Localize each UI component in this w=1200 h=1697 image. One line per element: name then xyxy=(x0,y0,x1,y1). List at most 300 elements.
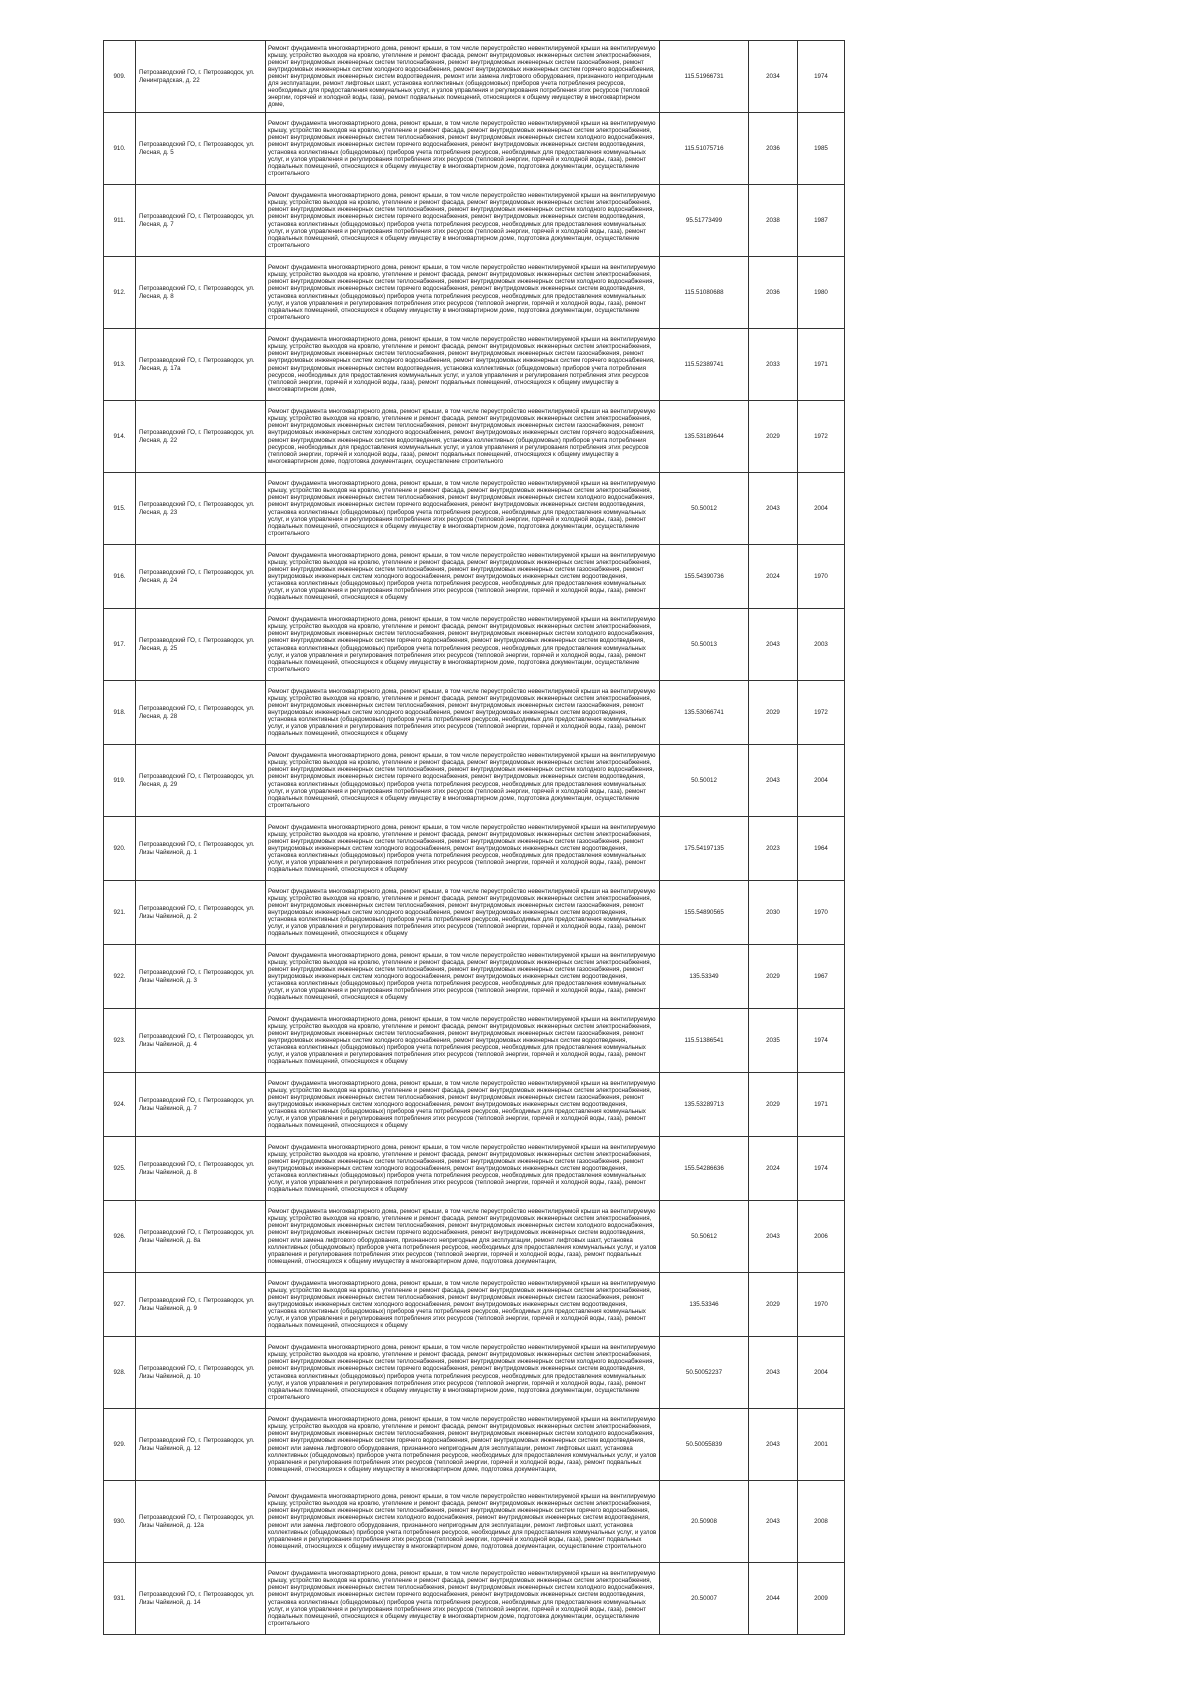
repair-year-cell xyxy=(749,1009,798,1073)
table-row xyxy=(104,609,845,681)
cost-cell-text: 115.51075716 xyxy=(684,144,724,152)
build-year-cell-text: 1987 xyxy=(814,216,828,224)
row-number-cell-text: 915. xyxy=(113,504,126,512)
row-number-cell-text: 917. xyxy=(113,640,126,648)
repair-year-cell-text: 2043 xyxy=(766,504,780,512)
row-number-cell-text: 912. xyxy=(113,288,126,296)
cost-cell xyxy=(660,609,749,681)
address-cell-text: Петрозаводский ГО, г. Петрозаводск, ул. Лизы Чайкиной, д. 8 xyxy=(139,1161,255,1176)
table-row xyxy=(104,1073,845,1137)
works-cell xyxy=(266,817,660,881)
works-cell-text: Ремонт фундамента многоквартирного дома, ремонт крыши, в том числе переустройство невентилируемой крыши на вентилируемую крышу, устройство выходов на кровлю, утепление и ремонт фасада, ремонт внутридомовых инженерных систем электроснабжения, ремонт внутридомовых инженерных систем теплоснабжения, ремонт внутридомовых инженерных систем газоснабжения, ремонт внутридомовых инженерных систем холодного водоснабжения, ремонт внутридомовых инженерных систем водоотведения, установка коллективных (общедомовых) приборов учета потребления ресурсов, необходимых для предоставления коммунальных услуг, и узлов управления и регулирования потребления этих ресурсов (тепловой энергии, горячей и холодной воды, газа), ремонт подвальных помещений, относящихся к общему xyxy=(268,823,656,874)
address-cell-text: Петрозаводский ГО, г. Петрозаводск, ул. Лесная, д. 25 xyxy=(139,637,255,652)
table-row xyxy=(104,185,845,257)
row-number-cell-text: 919. xyxy=(113,776,126,784)
address-cell xyxy=(136,257,266,329)
build-year-cell xyxy=(798,1273,845,1337)
repair-year-cell xyxy=(749,1409,798,1481)
works-cell xyxy=(266,401,660,473)
address-cell xyxy=(136,1273,266,1337)
repair-year-cell-text: 2043 xyxy=(766,1440,780,1448)
repair-year-cell xyxy=(749,257,798,329)
cost-cell-text: 135.53066741 xyxy=(684,708,724,716)
build-year-cell xyxy=(798,113,845,185)
build-year-cell xyxy=(798,545,845,609)
row-number-cell-text: 928. xyxy=(113,1368,126,1376)
repair-year-cell xyxy=(749,113,798,185)
row-number-cell-text: 916. xyxy=(113,572,126,580)
table-row xyxy=(104,745,845,817)
address-cell-text: Петрозаводский ГО, г. Петрозаводск, ул. Лесная, д. 28 xyxy=(139,705,255,720)
address-cell xyxy=(136,1409,266,1481)
build-year-cell xyxy=(798,1409,845,1481)
works-cell xyxy=(266,257,660,329)
cost-cell-text: 115.51966731 xyxy=(684,72,724,80)
cost-cell xyxy=(660,1481,749,1563)
row-number-cell-text: 927. xyxy=(113,1300,126,1308)
repair-year-cell-text: 2036 xyxy=(766,144,780,152)
repair-year-cell xyxy=(749,745,798,817)
cost-cell xyxy=(660,545,749,609)
address-cell xyxy=(136,545,266,609)
build-year-cell xyxy=(798,681,845,745)
build-year-cell xyxy=(798,609,845,681)
address-cell xyxy=(136,881,266,945)
repair-year-cell xyxy=(749,681,798,745)
works-cell-text: Ремонт фундамента многоквартирного дома, ремонт крыши, в том числе переустройство невентилируемой крыши на вентилируемую крышу, устройство выходов на кровлю, утепление и ремонт фасада, ремонт внутридомовых инженерных систем электроснабжения, ремонт внутридомовых инженерных систем теплоснабжения, ремонт внутридомовых инженерных систем холодного водоснабжения, ремонт внутридомовых инженерных систем горячего водоснабжения, ремонт внутридомовых инженерных систем водоотведения, установка коллективных (общедомовых) приборов учета потребления ресурсов, необходимых для предоставления коммунальных услуг, и узлов управления и регулирования потребления этих ресурсов (тепловой энергии, горячей и холодной воды, газа), ремонт подвальных помещений, относящихся к общему имуществу в многоквартирном доме, подготовка документации, осуществление строительного xyxy=(268,192,656,249)
address-cell xyxy=(136,1137,266,1201)
works-cell xyxy=(266,609,660,681)
build-year-cell-text: 1967 xyxy=(814,972,828,980)
cost-cell-text: 155.54890565 xyxy=(684,908,724,916)
repair-year-cell xyxy=(749,401,798,473)
works-cell-text: Ремонт фундамента многоквартирного дома, ремонт крыши, в том числе переустройство невентилируемой крыши на вентилируемую крышу, устройство выходов на кровлю, утепление и ремонт фасада, ремонт внутридомовых инженерных систем электроснабжения, ремонт внутридомовых инженерных систем теплоснабжения, ремонт внутридомовых инженерных систем газоснабжения, ремонт внутридомовых инженерных систем холодного водоснабжения, ремонт внутридомовых инженерных систем водоотведения, установка коллективных (общедомовых) приборов учета потребления ресурсов, необходимых для предоставления коммунальных услуг, и узлов управления и регулирования потребления этих ресурсов (тепловой энергии, горячей и холодной воды, газа), ремонт подвальных помещений, относящихся к общему xyxy=(268,687,656,738)
repair-year-cell xyxy=(749,545,798,609)
document-page xyxy=(103,40,828,1635)
address-cell-text: Петрозаводский ГО, г. Петрозаводск, ул. Лесная, д. 23 xyxy=(139,501,255,516)
build-year-cell-text: 2009 xyxy=(814,1594,828,1602)
repair-year-cell xyxy=(749,1481,798,1563)
cost-cell xyxy=(660,1337,749,1409)
cost-cell xyxy=(660,257,749,329)
build-year-cell xyxy=(798,1137,845,1201)
table-row xyxy=(104,681,845,745)
repair-year-cell xyxy=(749,185,798,257)
repair-year-cell xyxy=(749,1201,798,1273)
address-cell-text: Петрозаводский ГО, г. Петрозаводск, ул. Лизы Чайкиной, д. 9 xyxy=(139,1297,255,1312)
row-number-cell xyxy=(104,545,136,609)
row-number-cell xyxy=(104,1201,136,1273)
cost-cell xyxy=(660,113,749,185)
works-cell-text: Ремонт фундамента многоквартирного дома, ремонт крыши, в том числе переустройство невентилируемой крыши на вентилируемую крышу, устройство выходов на кровлю, утепление и ремонт фасада, ремонт внутридомовых инженерных систем электроснабжения, ремонт внутридомовых инженерных систем теплоснабжения, ремонт внутридомовых инженерных систем газоснабжения, ремонт внутридомовых инженерных систем холодного водоснабжения, ремонт внутридомовых инженерных систем горячего водоснабжения, ремонт внутридомовых инженерных систем водоотведения, ремонт или замена лифтового оборудования, признанного непригодным для эксплуатации, ремонт лифтовых шахт, установка коллективных (общедомовых) приборов учета потребления ресурсов, необходимых для предоставления коммунальных услуг, и узлов управления и регулирования потребления этих ресурсов (тепловой энергии, горячей и холодной воды, газа), ремонт подвальных помещений, относящихся к общему имуществу в многоквартирном доме, xyxy=(268,44,656,109)
cost-cell xyxy=(660,1409,749,1481)
repair-year-cell-text: 2029 xyxy=(766,1300,780,1308)
works-cell xyxy=(266,1073,660,1137)
works-cell-text: Ремонт фундамента многоквартирного дома, ремонт крыши, в том числе переустройство невентилируемой крыши на вентилируемую крышу, устройство выходов на кровлю, утепление и ремонт фасада, ремонт внутридомовых инженерных систем электроснабжения, ремонт внутридомовых инженерных систем теплоснабжения, ремонт внутридомовых инженерных систем газоснабжения, ремонт внутридомовых инженерных систем холодного водоснабжения, ремонт внутридомовых инженерных систем водоотведения, установка коллективных (общедомовых) приборов учета потребления ресурсов, необходимых для предоставления коммунальных услуг, и узлов управления и регулирования потребления этих ресурсов (тепловой энергии, горячей и холодной воды, газа), ремонт подвальных помещений, относящихся к общему xyxy=(268,1143,656,1194)
cost-cell-text: 115.51080688 xyxy=(684,288,724,296)
works-cell-text: Ремонт фундамента многоквартирного дома, ремонт крыши, в том числе переустройство невентилируемой крыши на вентилируемую крышу, устройство выходов на кровлю, утепление и ремонт фасада, ремонт внутридомовых инженерных систем электроснабжения, ремонт внутридомовых инженерных систем теплоснабжения, ремонт внутридомовых инженерных систем холодного водоснабжения, ремонт внутридомовых инженерных систем горячего водоснабжения, ремонт внутридомовых инженерных систем водоотведения, ремонт или замена лифтового оборудования, признанного непригодным для эксплуатации, ремонт лифтовых шахт, установка коллективных (общедомовых) приборов учета потребления ресурсов, необходимых для предоставления коммунальных услуг, и узлов управления и регулирования потребления этих ресурсов (тепловой энергии, горячей и холодной воды, газа), ремонт подвальных помещений, относящихся к общему имуществу в многоквартирном доме, подготовка документации, xyxy=(268,1208,657,1265)
build-year-cell xyxy=(798,1337,845,1409)
works-cell-text: Ремонт фундамента многоквартирного дома, ремонт крыши, в том числе переустройство невентилируемой крыши на вентилируемую крышу, устройство выходов на кровлю, утепление и ремонт фасада, ремонт внутридомовых инженерных систем электроснабжения, ремонт внутридомовых инженерных систем теплоснабжения, ремонт внутридомовых инженерных систем газоснабжения, ремонт внутридомовых инженерных систем холодного водоснабжения, ремонт внутридомовых инженерных систем водоотведения, установка коллективных (общедомовых) приборов учета потребления ресурсов, необходимых для предоставления коммунальных услуг, и узлов управления и регулирования потребления этих ресурсов (тепловой энергии, горячей и холодной воды, газа), ремонт подвальных помещений, относящихся к общему xyxy=(268,887,656,938)
build-year-cell xyxy=(798,1563,845,1635)
cost-cell-text: 115.52389741 xyxy=(684,360,724,368)
works-cell xyxy=(266,1481,660,1563)
repair-year-cell xyxy=(749,881,798,945)
repair-year-cell xyxy=(749,473,798,545)
repair-year-cell xyxy=(749,41,798,113)
works-cell xyxy=(266,881,660,945)
table-row xyxy=(104,1273,845,1337)
address-cell xyxy=(136,1201,266,1273)
cost-cell-text: 155.54286636 xyxy=(684,1164,724,1172)
build-year-cell xyxy=(798,1073,845,1137)
repair-year-cell xyxy=(749,945,798,1009)
build-year-cell xyxy=(798,1201,845,1273)
build-year-cell-text: 1972 xyxy=(814,708,828,716)
cost-cell-text: 50.50612 xyxy=(691,1232,717,1240)
cost-cell xyxy=(660,1273,749,1337)
build-year-cell-text: 1972 xyxy=(814,432,828,440)
repair-year-cell xyxy=(749,1137,798,1201)
address-cell-text: Петрозаводский ГО, г. Петрозаводск, ул. Лесная, д. 17а xyxy=(139,357,255,372)
cost-cell-text: 20.50007 xyxy=(691,1594,717,1602)
works-cell-text: Ремонт фундамента многоквартирного дома, ремонт крыши, в том числе переустройство невентилируемой крыши на вентилируемую крышу, устройство выходов на кровлю, утепление и ремонт фасада, ремонт внутридомовых инженерных систем электроснабжения, ремонт внутридомовых инженерных систем теплоснабжения, ремонт внутридомовых инженерных систем холодного водоснабжения, ремонт внутридомовых инженерных систем горячего водоснабжения, ремонт внутридомовых инженерных систем водоотведения, установка коллективных (общедомовых) приборов учета потребления ресурсов, необходимых для предоставления коммунальных услуг, и узлов управления и регулирования потребления этих ресурсов (тепловой энергии, горячей и холодной воды, газа), ремонт подвальных помещений, относящихся к общему имуществу в многоквартирном доме, подготовка документации, осуществление строительного xyxy=(268,616,656,673)
table-row xyxy=(104,257,845,329)
works-cell-text: Ремонт фундамента многоквартирного дома, ремонт крыши, в том числе переустройство невентилируемой крыши на вентилируемую крышу, устройство выходов на кровлю, утепление и ремонт фасада, ремонт внутридомовых инженерных систем электроснабжения, ремонт внутридомовых инженерных систем теплоснабжения, ремонт внутридомовых инженерных систем холодного водоснабжения, ремонт внутридомовых инженерных систем горячего водоснабжения, ремонт внутридомовых инженерных систем водоотведения, установка коллективных (общедомовых) приборов учета потребления ресурсов, необходимых для предоставления коммунальных услуг, и узлов управления и регулирования потребления этих ресурсов (тепловой энергии, горячей и холодной воды, газа), ремонт подвальных помещений, относящихся к общему имуществу в многоквартирном доме, подготовка документации, осуществление строительного xyxy=(268,480,656,537)
works-cell-text: Ремонт фундамента многоквартирного дома, ремонт крыши, в том числе переустройство невентилируемой крыши на вентилируемую крышу, устройство выходов на кровлю, утепление и ремонт фасада, ремонт внутридомовых инженерных систем электроснабжения, ремонт внутридомовых инженерных систем теплоснабжения, ремонт внутридомовых инженерных систем холодного водоснабжения, ремонт внутридомовых инженерных систем горячего водоснабжения, ремонт внутридомовых инженерных систем водоотведения, установка коллективных (общедомовых) приборов учета потребления ресурсов, необходимых для предоставления коммунальных услуг, и узлов управления и регулирования потребления этих ресурсов (тепловой энергии, горячей и холодной воды, газа), ремонт подвальных помещений, относящихся к общему имуществу в многоквартирном доме, подготовка документации, осуществление строительного xyxy=(268,1344,656,1401)
table-row xyxy=(104,1337,845,1409)
cost-cell xyxy=(660,817,749,881)
works-cell-text: Ремонт фундамента многоквартирного дома, ремонт крыши, в том числе переустройство невентилируемой крыши на вентилируемую крышу, устройство выходов на кровлю, утепление и ремонт фасада, ремонт внутридомовых инженерных систем электроснабжения, ремонт внутридомовых инженерных систем теплоснабжения, ремонт внутридомовых инженерных систем холодного водоснабжения, ремонт внутридомовых инженерных систем горячего водоснабжения, ремонт внутридомовых инженерных систем водоотведения, ремонт или замена лифтового оборудования, признанного непригодным для эксплуатации, ремонт лифтовых шахт, установка коллективных (общедомовых) приборов учета потребления ресурсов, необходимых для предоставления коммунальных услуг, и узлов управления и регулирования потребления этих ресурсов (тепловой энергии, горячей и холодной воды, газа), ремонт подвальных помещений, относящихся к общему имуществу в многоквартирном доме, подготовка документации, xyxy=(268,1416,657,1473)
repair-year-cell-text: 2024 xyxy=(766,1164,780,1172)
build-year-cell-text: 1970 xyxy=(814,1300,828,1308)
address-cell-text: Петрозаводский ГО, г. Петрозаводск, ул. Лесная, д. 7 xyxy=(139,213,255,228)
works-cell xyxy=(266,745,660,817)
row-number-cell-text: 909. xyxy=(113,72,126,80)
row-number-cell xyxy=(104,881,136,945)
row-number-cell-text: 920. xyxy=(113,844,126,852)
build-year-cell-text: 1971 xyxy=(814,360,828,368)
repair-year-cell-text: 2043 xyxy=(766,1368,780,1376)
works-cell xyxy=(266,473,660,545)
address-cell-text: Петрозаводский ГО, г. Петрозаводск, ул. Лизы Чайкиной, д. 1 xyxy=(139,841,255,856)
table-row xyxy=(104,817,845,881)
row-number-cell-text: 914. xyxy=(113,432,126,440)
works-cell-text: Ремонт фундамента многоквартирного дома, ремонт крыши, в том числе переустройство невентилируемой крыши на вентилируемую крышу, устройство выходов на кровлю, утепление и ремонт фасада, ремонт внутридомовых инженерных систем электроснабжения, ремонт внутридомовых инженерных систем теплоснабжения, ремонт внутридомовых инженерных систем холодного водоснабжения, ремонт внутридомовых инженерных систем горячего водоснабжения, ремонт внутридомовых инженерных систем водоотведения, установка коллективных (общедомовых) приборов учета потребления ресурсов, необходимых для предоставления коммунальных услуг, и узлов управления и регулирования потребления этих ресурсов (тепловой энергии, горячей и холодной воды, газа), ремонт подвальных помещений, относящихся к общему имуществу в многоквартирном доме, подготовка документации, осуществление строительного xyxy=(268,1570,656,1627)
table-row xyxy=(104,881,845,945)
row-number-cell-text: 922. xyxy=(113,972,126,980)
repair-year-cell-text: 2043 xyxy=(766,1517,780,1525)
cost-cell-text: 50.50012 xyxy=(691,504,717,512)
row-number-cell xyxy=(104,945,136,1009)
row-number-cell xyxy=(104,1337,136,1409)
address-cell xyxy=(136,1009,266,1073)
works-cell xyxy=(266,329,660,401)
build-year-cell xyxy=(798,257,845,329)
works-cell xyxy=(266,545,660,609)
repair-year-cell-text: 2029 xyxy=(766,972,780,980)
cost-cell-text: 95.51773499 xyxy=(685,216,723,224)
build-year-cell xyxy=(798,1481,845,1563)
address-cell-text: Петрозаводский ГО, г. Петрозаводск, ул. Лесная, д. 24 xyxy=(139,569,255,584)
table-body xyxy=(104,41,845,1635)
cost-cell xyxy=(660,1201,749,1273)
row-number-cell xyxy=(104,1563,136,1635)
repair-year-cell-text: 2036 xyxy=(766,288,780,296)
build-year-cell-text: 1970 xyxy=(814,572,828,580)
table-row xyxy=(104,41,845,113)
works-cell xyxy=(266,113,660,185)
repair-year-cell xyxy=(749,817,798,881)
address-cell xyxy=(136,817,266,881)
cost-cell-text: 50.50052237 xyxy=(685,1368,723,1376)
repair-year-cell-text: 2024 xyxy=(766,572,780,580)
cost-cell xyxy=(660,1563,749,1635)
build-year-cell-text: 1980 xyxy=(814,288,828,296)
address-cell-text: Петрозаводский ГО, г. Петрозаводск, ул. Лизы Чайкиной, д. 7 xyxy=(139,1097,255,1112)
cost-cell-text: 135.53346 xyxy=(689,1300,719,1308)
row-number-cell-text: 926. xyxy=(113,1232,126,1240)
address-cell-text: Петрозаводский ГО, г. Петрозаводск, ул. Лесная, д. 22 xyxy=(139,429,255,444)
repair-year-cell-text: 2043 xyxy=(766,640,780,648)
repair-year-cell xyxy=(749,329,798,401)
row-number-cell-text: 911. xyxy=(113,216,126,224)
cost-cell-text: 175.54197135 xyxy=(684,844,724,852)
build-year-cell xyxy=(798,401,845,473)
build-year-cell-text: 1974 xyxy=(814,1164,828,1172)
cost-cell-text: 20.50908 xyxy=(691,1517,717,1525)
row-number-cell-text: 929. xyxy=(113,1440,126,1448)
works-cell-text: Ремонт фундамента многоквартирного дома, ремонт крыши, в том числе переустройство невентилируемой крыши на вентилируемую крышу, устройство выходов на кровлю, утепление и ремонт фасада, ремонт внутридомовых инженерных систем электроснабжения, ремонт внутридомовых инженерных систем теплоснабжения, ремонт внутридомовых инженерных систем газоснабжения, ремонт внутридомовых инженерных систем холодного водоснабжения, ремонт внутридомовых инженерных систем водоотведения, установка коллективных (общедомовых) приборов учета потребления ресурсов, необходимых для предоставления коммунальных услуг, и узлов управления и регулирования потребления этих ресурсов (тепловой энергии, горячей и холодной воды, газа), ремонт подвальных помещений, относящихся к общему xyxy=(268,1015,656,1066)
address-cell xyxy=(136,745,266,817)
repair-year-cell-text: 2034 xyxy=(766,72,780,80)
row-number-cell xyxy=(104,609,136,681)
build-year-cell-text: 1974 xyxy=(814,1036,828,1044)
cost-cell-text: 50.50055839 xyxy=(685,1440,723,1448)
address-cell-text: Петрозаводский ГО, г. Петрозаводск, ул. Ленинградская, д. 22 xyxy=(139,69,255,84)
address-cell-text: Петрозаводский ГО, г. Петрозаводск, ул. Лизы Чайкиной, д. 14 xyxy=(139,1591,255,1606)
row-number-cell-text: 918. xyxy=(113,708,126,716)
row-number-cell xyxy=(104,817,136,881)
address-cell xyxy=(136,401,266,473)
row-number-cell xyxy=(104,257,136,329)
repair-year-cell xyxy=(749,1563,798,1635)
address-cell xyxy=(136,681,266,745)
row-number-cell xyxy=(104,1073,136,1137)
row-number-cell-text: 925. xyxy=(113,1164,126,1172)
row-number-cell-text: 923. xyxy=(113,1036,126,1044)
build-year-cell-text: 2004 xyxy=(814,1368,828,1376)
table-row xyxy=(104,473,845,545)
address-cell-text: Петрозаводский ГО, г. Петрозаводск, ул. Лизы Чайкиной, д. 10 xyxy=(139,1365,255,1380)
repair-year-cell-text: 2033 xyxy=(766,360,780,368)
row-number-cell-text: 910. xyxy=(113,144,126,152)
row-number-cell xyxy=(104,41,136,113)
cost-cell-text: 115.51386541 xyxy=(684,1036,724,1044)
build-year-cell xyxy=(798,329,845,401)
build-year-cell xyxy=(798,1009,845,1073)
cost-cell xyxy=(660,745,749,817)
build-year-cell-text: 2006 xyxy=(814,1232,828,1240)
build-year-cell xyxy=(798,745,845,817)
cost-cell xyxy=(660,945,749,1009)
table-row xyxy=(104,1409,845,1481)
row-number-cell xyxy=(104,1409,136,1481)
row-number-cell-text: 913. xyxy=(113,360,126,368)
address-cell-text: Петрозаводский ГО, г. Петрозаводск, ул. Лизы Чайкиной, д. 8а xyxy=(139,1229,255,1244)
address-cell xyxy=(136,473,266,545)
build-year-cell-text: 1964 xyxy=(814,844,828,852)
works-cell-text: Ремонт фундамента многоквартирного дома, ремонт крыши, в том числе переустройство невентилируемой крыши на вентилируемую крышу, устройство выходов на кровлю, утепление и ремонт фасада, ремонт внутридомовых инженерных систем электроснабжения, ремонт внутридомовых инженерных систем теплоснабжения, ремонт внутридомовых инженерных систем газоснабжения, ремонт внутридомовых инженерных систем холодного водоснабжения, ремонт внутридомовых инженерных систем водоотведения, установка коллективных (общедомовых) приборов учета потребления ресурсов, необходимых для предоставления коммунальных услуг, и узлов управления и регулирования потребления этих ресурсов (тепловой энергии, горячей и холодной воды, газа), ремонт подвальных помещений, относящихся к общему xyxy=(268,1079,656,1130)
works-cell xyxy=(266,185,660,257)
cost-cell xyxy=(660,1009,749,1073)
cost-cell xyxy=(660,401,749,473)
table-row xyxy=(104,945,845,1009)
address-cell-text: Петрозаводский ГО, г. Петрозаводск, ул. Лизы Чайкиной, д. 4 xyxy=(139,1033,255,1048)
works-cell xyxy=(266,945,660,1009)
build-year-cell xyxy=(798,41,845,113)
cost-cell-text: 155.54390736 xyxy=(684,572,724,580)
cost-cell xyxy=(660,1137,749,1201)
capital-repair-table xyxy=(103,40,845,1635)
build-year-cell-text: 2003 xyxy=(814,640,828,648)
works-cell xyxy=(266,681,660,745)
row-number-cell xyxy=(104,681,136,745)
build-year-cell-text: 2004 xyxy=(814,504,828,512)
repair-year-cell xyxy=(749,1073,798,1137)
repair-year-cell-text: 2043 xyxy=(766,776,780,784)
works-cell xyxy=(266,1009,660,1073)
table-row xyxy=(104,329,845,401)
works-cell xyxy=(266,1137,660,1201)
works-cell xyxy=(266,1337,660,1409)
build-year-cell xyxy=(798,817,845,881)
cost-cell xyxy=(660,1073,749,1137)
row-number-cell xyxy=(104,401,136,473)
build-year-cell xyxy=(798,945,845,1009)
repair-year-cell-text: 2029 xyxy=(766,708,780,716)
address-cell xyxy=(136,113,266,185)
repair-year-cell xyxy=(749,1273,798,1337)
build-year-cell xyxy=(798,881,845,945)
cost-cell xyxy=(660,41,749,113)
build-year-cell-text: 2004 xyxy=(814,776,828,784)
works-cell-text: Ремонт фундамента многоквартирного дома, ремонт крыши, в том числе переустройство невентилируемой крыши на вентилируемую крышу, устройство выходов на кровлю, утепление и ремонт фасада, ремонт внутридомовых инженерных систем электроснабжения, ремонт внутридомовых инженерных систем теплоснабжения, ремонт внутридомовых инженерных систем горячего водоснабжения, ремонт внутридомовых инженерных систем холодного водоснабжения, ремонт внутридомовых инженерных систем водоотведения, ремонт или замена лифтового оборудования, признанного непригодным для эксплуатации, ремонт лифтовых шахт, установка коллективных (общедомовых) приборов учета потребления ресурсов, необходимых для предоставления коммунальных услуг, и узлов управления и регулирования потребления этих ресурсов (тепловой энергии, горячей и холодной воды, газа), ремонт подвальных помещений, относящихся к общему имуществу в многоквартирном доме, подготовка документации, осуществление строительного xyxy=(268,1493,657,1550)
row-number-cell xyxy=(104,1009,136,1073)
table-row xyxy=(104,1563,845,1635)
cost-cell-text: 135.53349 xyxy=(689,972,719,980)
cost-cell-text: 50.50012 xyxy=(691,776,717,784)
repair-year-cell-text: 2029 xyxy=(766,432,780,440)
works-cell xyxy=(266,1563,660,1635)
row-number-cell xyxy=(104,745,136,817)
works-cell xyxy=(266,1273,660,1337)
address-cell xyxy=(136,1481,266,1563)
works-cell-text: Ремонт фундамента многоквартирного дома, ремонт крыши, в том числе переустройство невентилируемой крыши на вентилируемую крышу, устройство выходов на кровлю, утепление и ремонт фасада, ремонт внутридомовых инженерных систем электроснабжения, ремонт внутридомовых инженерных систем теплоснабжения, ремонт внутридомовых инженерных систем холодного водоснабжения, ремонт внутридомовых инженерных систем горячего водоснабжения, ремонт внутридомовых инженерных систем водоотведения, установка коллективных (общедомовых) приборов учета потребления ресурсов, необходимых для предоставления коммунальных услуг, и узлов управления и регулирования потребления этих ресурсов (тепловой энергии, горячей и холодной воды, газа), ремонт подвальных помещений, относящихся к общему имуществу в многоквартирном доме, подготовка документации, осуществление строительного xyxy=(268,120,656,177)
works-cell-text: Ремонт фундамента многоквартирного дома, ремонт крыши, в том числе переустройство невентилируемой крыши на вентилируемую крышу, устройство выходов на кровлю, утепление и ремонт фасада, ремонт внутридомовых инженерных систем электроснабжения, ремонт внутридомовых инженерных систем теплоснабжения, ремонт внутридомовых инженерных систем газоснабжения, ремонт внутридомовых инженерных систем холодного водоснабжения, ремонт внутридомовых инженерных систем горячего водоснабжения, ремонт внутридомовых инженерных систем водоотведения, установка коллективных (общедомовых) приборов учета потребления ресурсов, необходимых для предоставления коммунальных услуг, и узлов управления и регулирования потребления этих ресурсов (тепловой энергии, горячей и холодной воды, газа), ремонт подвальных помещений, относящихся к общему имуществу в многоквартирном доме, подготовка документации, осуществление строительного xyxy=(268,408,656,465)
works-cell xyxy=(266,41,660,113)
cost-cell-text: 135.53289713 xyxy=(684,1100,724,1108)
cost-cell xyxy=(660,473,749,545)
build-year-cell-text: 2001 xyxy=(814,1440,828,1448)
repair-year-cell-text: 2038 xyxy=(766,216,780,224)
address-cell xyxy=(136,1337,266,1409)
build-year-cell-text: 2008 xyxy=(814,1517,828,1525)
row-number-cell xyxy=(104,473,136,545)
row-number-cell xyxy=(104,1137,136,1201)
repair-year-cell xyxy=(749,609,798,681)
table-row xyxy=(104,401,845,473)
table-row xyxy=(104,113,845,185)
cost-cell-text: 50.50013 xyxy=(691,640,717,648)
repair-year-cell xyxy=(749,1337,798,1409)
row-number-cell xyxy=(104,185,136,257)
address-cell xyxy=(136,185,266,257)
works-cell-text: Ремонт фундамента многоквартирного дома, ремонт крыши, в том числе переустройство невентилируемой крыши на вентилируемую крышу, устройство выходов на кровлю, утепление и ремонт фасада, ремонт внутридомовых инженерных систем электроснабжения, ремонт внутридомовых инженерных систем теплоснабжения, ремонт внутридомовых инженерных систем газоснабжения, ремонт внутридомовых инженерных систем холодного водоснабжения, ремонт внутридомовых инженерных систем водоотведения, установка коллективных (общедомовых) приборов учета потребления ресурсов, необходимых для предоставления коммунальных услуг, и узлов управления и регулирования потребления этих ресурсов (тепловой энергии, горячей и холодной воды, газа), ремонт подвальных помещений, относящихся к общему xyxy=(268,1279,656,1330)
table-row xyxy=(104,545,845,609)
repair-year-cell-text: 2043 xyxy=(766,1232,780,1240)
address-cell xyxy=(136,945,266,1009)
address-cell xyxy=(136,329,266,401)
table-row xyxy=(104,1137,845,1201)
cost-cell xyxy=(660,881,749,945)
row-number-cell-text: 931. xyxy=(113,1594,126,1602)
address-cell-text: Петрозаводский ГО, г. Петрозаводск, ул. Лизы Чайкиной, д. 3 xyxy=(139,969,255,984)
address-cell-text: Петрозаводский ГО, г. Петрозаводск, ул. Лесная, д. 5 xyxy=(139,141,255,156)
works-cell xyxy=(266,1201,660,1273)
address-cell-text: Петрозаводский ГО, г. Петрозаводск, ул. Лизы Чайкиной, д. 2 xyxy=(139,905,255,920)
table-row xyxy=(104,1009,845,1073)
works-cell-text: Ремонт фундамента многоквартирного дома, ремонт крыши, в том числе переустройство невентилируемой крыши на вентилируемую крышу, устройство выходов на кровлю, утепление и ремонт фасада, ремонт внутридомовых инженерных систем электроснабжения, ремонт внутридомовых инженерных систем теплоснабжения, ремонт внутридомовых инженерных систем холодного водоснабжения, ремонт внутридомовых инженерных систем горячего водоснабжения, ремонт внутридомовых инженерных систем водоотведения, установка коллективных (общедомовых) приборов учета потребления ресурсов, необходимых для предоставления коммунальных услуг, и узлов управления и регулирования потребления этих ресурсов (тепловой энергии, горячей и холодной воды, газа), ремонт подвальных помещений, относящихся к общему имуществу в многоквартирном доме, подготовка документации, осуществление строительного xyxy=(268,752,656,809)
row-number-cell xyxy=(104,113,136,185)
row-number-cell xyxy=(104,1481,136,1563)
table-row xyxy=(104,1201,845,1273)
table-row xyxy=(104,1481,845,1563)
repair-year-cell-text: 2044 xyxy=(766,1594,780,1602)
works-cell-text: Ремонт фундамента многоквартирного дома, ремонт крыши, в том числе переустройство невентилируемой крыши на вентилируемую крышу, устройство выходов на кровлю, утепление и ремонт фасада, ремонт внутридомовых инженерных систем электроснабжения, ремонт внутридомовых инженерных систем теплоснабжения, ремонт внутридомовых инженерных систем газоснабжения, ремонт внутридомовых инженерных систем холодного водоснабжения, ремонт внутридомовых инженерных систем водоотведения, установка коллективных (общедомовых) приборов учета потребления ресурсов, необходимых для предоставления коммунальных услуг, и узлов управления и регулирования потребления этих ресурсов (тепловой энергии, горячей и холодной воды, газа), ремонт подвальных помещений, относящихся к общему xyxy=(268,951,656,1002)
build-year-cell-text: 1971 xyxy=(814,1100,828,1108)
address-cell xyxy=(136,41,266,113)
build-year-cell xyxy=(798,185,845,257)
build-year-cell-text: 1970 xyxy=(814,908,828,916)
address-cell xyxy=(136,1563,266,1635)
cost-cell-text: 135.53189644 xyxy=(684,432,724,440)
row-number-cell xyxy=(104,329,136,401)
repair-year-cell-text: 2035 xyxy=(766,1036,780,1044)
cost-cell xyxy=(660,681,749,745)
repair-year-cell-text: 2023 xyxy=(766,844,780,852)
build-year-cell-text: 1974 xyxy=(814,72,828,80)
repair-year-cell-text: 2029 xyxy=(766,1100,780,1108)
address-cell-text: Петрозаводский ГО, г. Петрозаводск, ул. Лесная, д. 29 xyxy=(139,773,255,788)
address-cell xyxy=(136,1073,266,1137)
works-cell-text: Ремонт фундамента многоквартирного дома, ремонт крыши, в том числе переустройство невентилируемой крыши на вентилируемую крышу, устройство выходов на кровлю, утепление и ремонт фасада, ремонт внутридомовых инженерных систем электроснабжения, ремонт внутридомовых инженерных систем теплоснабжения, ремонт внутридомовых инженерных систем холодного водоснабжения, ремонт внутридомовых инженерных систем горячего водоснабжения, ремонт внутридомовых инженерных систем водоотведения, установка коллективных (общедомовых) приборов учета потребления ресурсов, необходимых для предоставления коммунальных услуг, и узлов управления и регулирования потребления этих ресурсов (тепловой энергии, горячей и холодной воды, газа), ремонт подвальных помещений, относящихся к общему имуществу в многоквартирном доме, подготовка документации, осуществление строительного xyxy=(268,264,656,321)
row-number-cell-text: 924. xyxy=(113,1100,126,1108)
row-number-cell xyxy=(104,1273,136,1337)
address-cell-text: Петрозаводский ГО, г. Петрозаводск, ул. Лизы Чайкиной, д. 12а xyxy=(139,1514,255,1529)
address-cell xyxy=(136,609,266,681)
works-cell-text: Ремонт фундамента многоквартирного дома, ремонт крыши, в том числе переустройство невентилируемой крыши на вентилируемую крышу, устройство выходов на кровлю, утепление и ремонт фасада, ремонт внутридомовых инженерных систем электроснабжения, ремонт внутридомовых инженерных систем теплоснабжения, ремонт внутридомовых инженерных систем газоснабжения, ремонт внутридомовых инженерных систем холодного водоснабжения, ремонт внутридомовых инженерных систем горячего водоснабжения, ремонт внутридомовых инженерных систем водоотведения, установка коллективных (общедомовых) приборов учета потребления ресурсов, необходимых для предоставления коммунальных услуг, и узлов управления и регулирования потребления этих ресурсов (тепловой энергии, горячей и холодной воды, газа), ремонт подвальных помещений, относящихся к общему имуществу в многоквартирном доме, xyxy=(268,336,656,393)
cost-cell xyxy=(660,329,749,401)
row-number-cell-text: 921. xyxy=(113,908,126,916)
cost-cell xyxy=(660,185,749,257)
works-cell-text: Ремонт фундамента многоквартирного дома, ремонт крыши, в том числе переустройство невентилируемой крыши на вентилируемую крышу, устройство выходов на кровлю, утепление и ремонт фасада, ремонт внутридомовых инженерных систем электроснабжения, ремонт внутридомовых инженерных систем теплоснабжения, ремонт внутридомовых инженерных систем газоснабжения, ремонт внутридомовых инженерных систем холодного водоснабжения, ремонт внутридомовых инженерных систем водоотведения, установка коллективных (общедомовых) приборов учета потребления ресурсов, необходимых для предоставления коммунальных услуг, и узлов управления и регулирования потребления этих ресурсов (тепловой энергии, горячей и холодной воды, газа), ремонт подвальных помещений, относящихся к общему xyxy=(268,551,656,602)
address-cell-text: Петрозаводский ГО, г. Петрозаводск, ул. Лизы Чайкиной, д. 12 xyxy=(139,1437,255,1452)
build-year-cell-text: 1985 xyxy=(814,144,828,152)
build-year-cell xyxy=(798,473,845,545)
row-number-cell-text: 930. xyxy=(113,1517,126,1525)
works-cell xyxy=(266,1409,660,1481)
